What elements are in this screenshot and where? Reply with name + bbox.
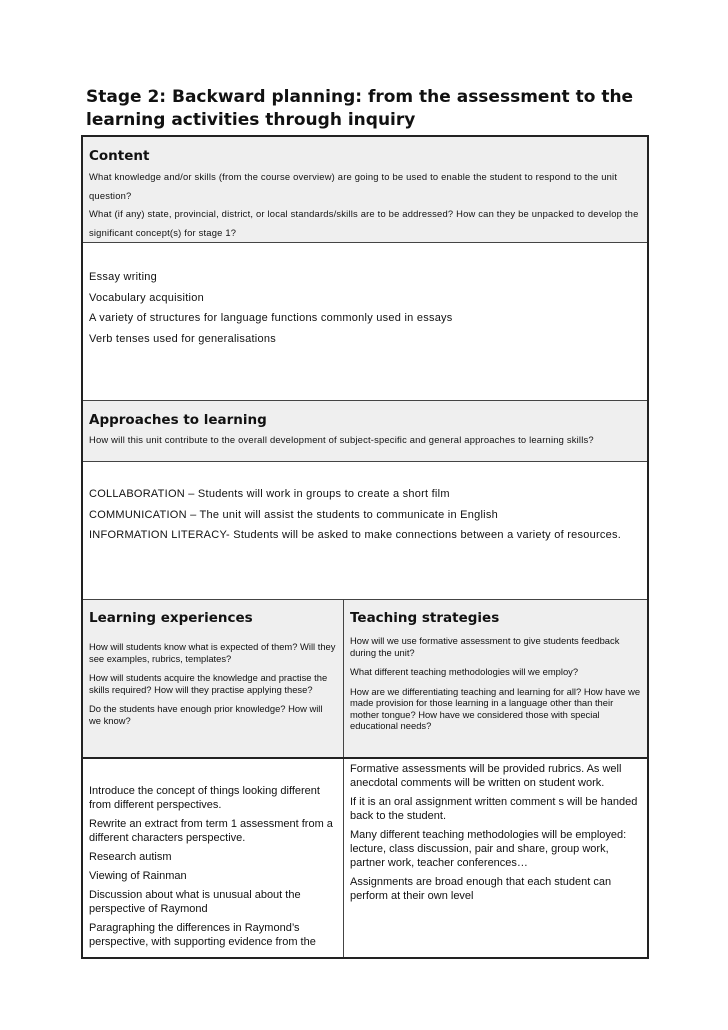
approaches-answer-3: INFORMATION LITERACY- Students will be asked to make connections between a variety of resources. [89, 529, 622, 541]
content-heading: Content [89, 148, 150, 164]
learning-header-cell [83, 600, 343, 757]
content-answer-4: Verb tenses used for generalisations [89, 332, 276, 345]
learning-answer-cell [83, 759, 343, 957]
learning-answer-6: Paragraphing the differences in Raymond’s perspective, with supporting evidence from the [89, 922, 316, 948]
learning-answer-4: Viewing of Rainman [89, 870, 187, 882]
strategies-answer-row [83, 757, 647, 957]
content-answer-3: A variety of structures for language functions commonly used in essays [89, 312, 453, 324]
learning-answer-2: Rewrite an extract from term 1 assessment from a different characters perspective. [89, 818, 333, 844]
content-header-cell [83, 137, 647, 242]
learning-heading: Learning experiences [89, 610, 253, 626]
teaching-answer-4: Assignments are broad enough that each student can perform at their own level [350, 876, 612, 902]
teaching-answer-3: Many different teaching methodologies will be employed: lecture, class discussion, pair and share, group work, partner work, teacher conferences… [350, 829, 627, 869]
learning-answer-1: Introduce the concept of things looking different from different perspectives. [89, 785, 320, 811]
content-answer-2: Vocabulary acquisition [89, 291, 204, 304]
teaching-question-3: How are we differentiating teaching and learning for all? How have we made provision for those learning in a language other than their mother tongue? How have we considered those with special educational needs? [350, 685, 641, 731]
content-question-2: What (if any) state, provincial, district, or local standards/skills are to be addressed? How can they be unpacked to develop the significant concept(s) for stage 1? [89, 208, 639, 238]
content-answer-1: Essay writing [89, 271, 158, 283]
teaching-question-2: What different teaching methodologies will we employ? [350, 666, 579, 677]
teaching-question-1: How will we use formative assessment to give students feedback during the unit? [350, 635, 620, 658]
learning-question-3: Do the students have enough prior knowledge? How will we know? [89, 703, 323, 726]
page-title: Stage 2: Backward planning: from the assessment to the learning activities through inquiry [86, 87, 634, 130]
content-answer-cell [83, 242, 647, 400]
teaching-answer-2: If it is an oral assignment written comment s will be handed back to the student. [350, 796, 638, 822]
content-question-1: What knowledge and/or skills (from the course overview) are going to be used to enable the student to respond to the unit question? [89, 171, 618, 201]
learning-answer-3: Research autism [89, 851, 172, 863]
approaches-heading: Approaches to learning [89, 412, 267, 428]
approaches-question: How will this unit contribute to the overall development of subject-specific and general approaches to learning skills? [89, 434, 594, 445]
planning-table [81, 135, 649, 959]
teaching-header-cell [343, 600, 647, 757]
approaches-answer-2: COMMUNICATION – The unit will assist the students to communicate in English [89, 508, 498, 521]
learning-question-2: How will students acquire the knowledge and practise the skills required? How will they practise applying these? [89, 672, 328, 695]
teaching-heading: Teaching strategies [350, 610, 500, 626]
learning-question-1: How will students know what is expected of them? Will they see examples, rubrics, templates? [89, 641, 336, 664]
teaching-answer-cell [343, 759, 647, 957]
approaches-answer-cell [83, 461, 647, 599]
learning-answer-5: Discussion about what is unusual about the perspective of Raymond [89, 889, 301, 915]
teaching-answer-1: Formative assessments will be provided rubrics. As well anecdotal comments will be written on student work. [350, 763, 622, 789]
strategies-header-row [83, 599, 647, 757]
approaches-answer-1: COLLABORATION – Students will work in groups to create a short film [89, 488, 450, 500]
approaches-header-cell [83, 400, 647, 461]
